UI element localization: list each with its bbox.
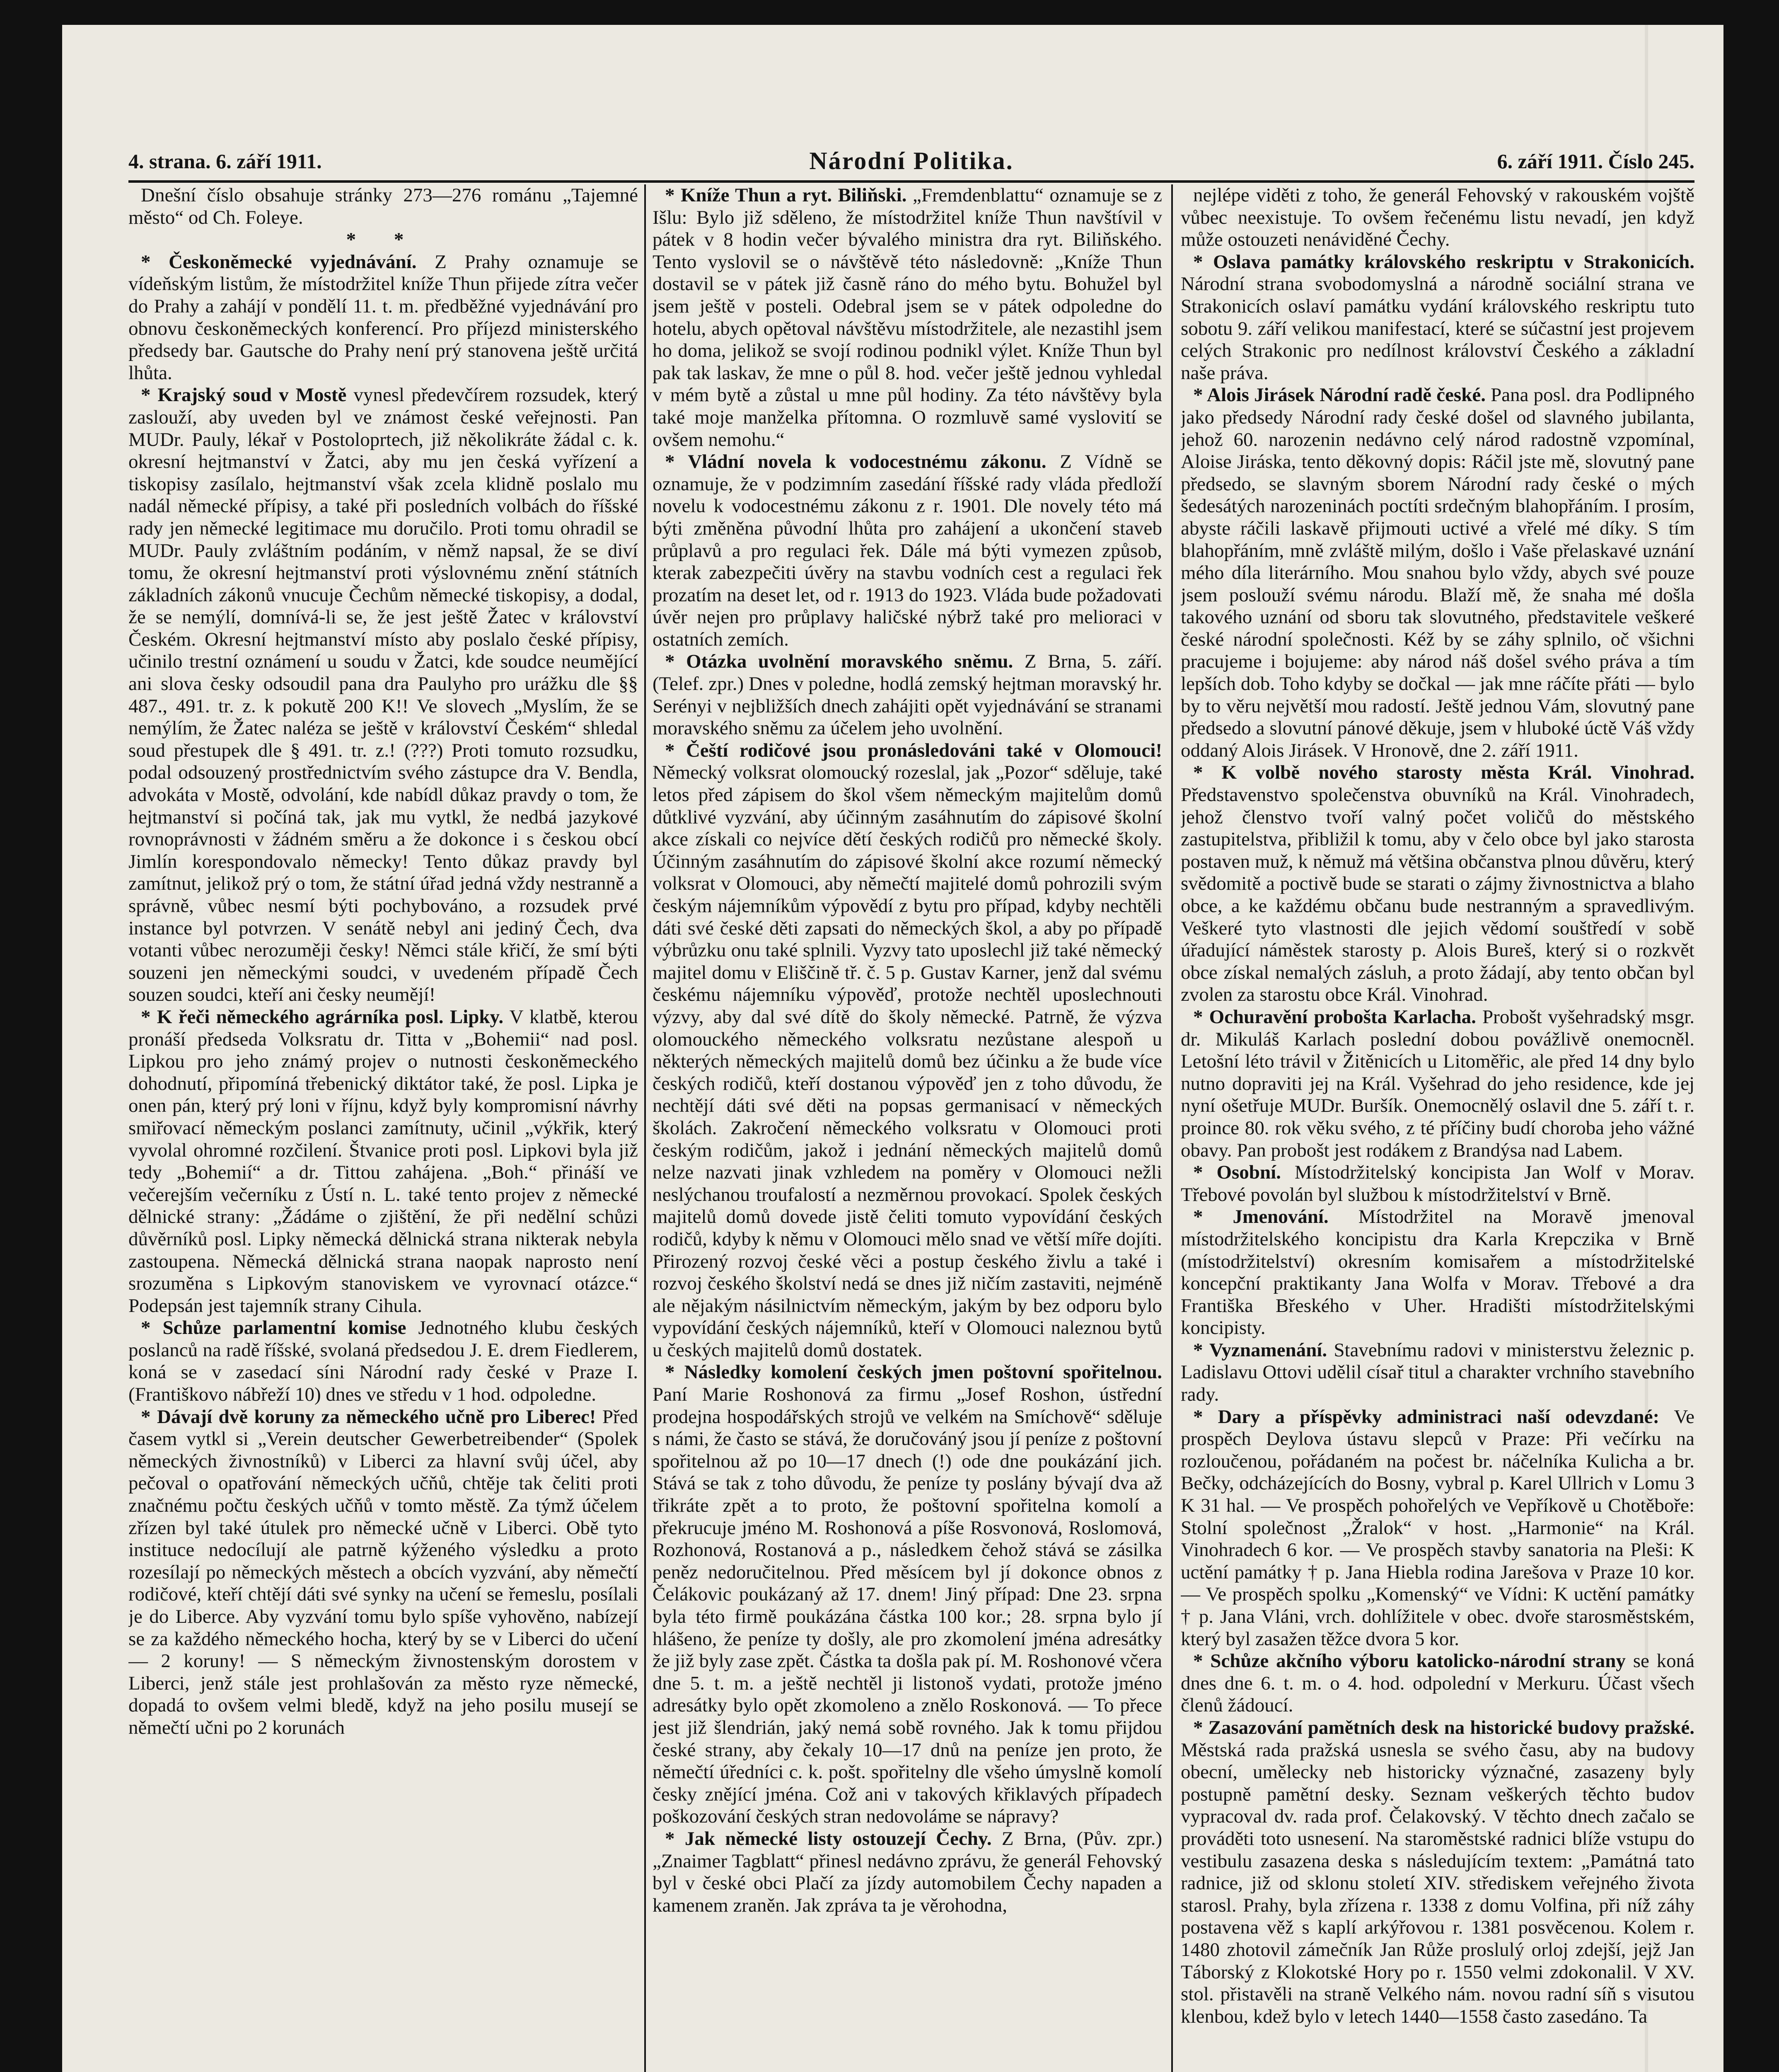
article-heading: * Jmenování. — [1193, 1206, 1329, 1228]
article-text: Probošt vyšehradský msgr. dr. Mikuláš Karlach poslední dobou povážlivě onemocněl. Letošní léto trávil v Žitěnicích u Litoměřic, ale před 14 dny bylo nutno dopraviti jej na Král. Vyšehrad do jeho residence, kde jej nyní ošetřuje MUDr. Buršík. Onemocnělý oslavil dne 5. září t. r. proince 80. rok věku svého, z té příčiny budí choroba jeho vážné obavy. Pan probošt jest rodákem z Brandýsa nad Labem. — [1181, 1006, 1694, 1161]
column-2 — [653, 184, 1162, 2072]
article-paragraph — [1181, 1006, 1694, 1162]
article-text: Místodržitelský koncipista Jan Wolf v Morav. Třebové povolán byl službou k místodržitelství v Brně. — [1181, 1162, 1694, 1205]
article-heading: * Otázka uvolnění moravského sněmu. — [665, 651, 1013, 673]
article-heading: * Osobní. — [1193, 1162, 1281, 1184]
separator-stars: * * — [346, 229, 421, 251]
header-rule — [128, 180, 1694, 183]
article-heading: * Oslava památky královského reskriptu v Strakonicích. — [1193, 251, 1694, 273]
header-date-left: 4. strana. 6. září 1911. — [128, 150, 322, 173]
article-paragraph — [128, 184, 638, 229]
article-heading: * Českoněmecké vyjednávání. — [141, 251, 417, 273]
newspaper-page — [62, 25, 1723, 2072]
article-text: Pana posl. dra Podlipného jako předsedy Národní rady české došel od slavného jubilanta, jehož 60. narozenin nedávno celý národ radostně vzpomínal, Aloise Jiráska, tento děkovný dopis: Ráčil jste mě, slovutný pane předsedo, se slavným sborem Národní rady české o mých šedesátých narozeninách poctíti srdečným blahopřáním. I prosím, abyste ráčili laskavě přijmouti uctivé a vřelé mé díky. S tím blahopřáním, mně zvláště milým, došlo i Vaše přelaskavé uznání mého díla literárního. Mou snahou bylo vždy, abych své pouze jsem poslouží svému národu. Blaží mě, že snaha mé došla takového uznání od sboru tak slovutného, představitele veškeré české národní společnosti. Kéž by se záhy splnilo, oč všichni pracujeme i bojujeme: aby národ náš došel svého práva a tím lepších dob. Toho kdyby se dočkal — jak mne ráčíte přáti — bylo by to věru největší mou radostí. Ještě jednou Vám, slovutný pane předsedo a slovutní pánové děkuje, jsem v hluboké úctě Váš vždy oddaný Alois Jirásek. V Hronově, dne 2. září 1911. — [1181, 384, 1694, 761]
article-heading: * Schůze parlamentní komise — [141, 1317, 406, 1339]
paper-crease — [1645, 25, 1648, 2072]
article-heading: * Dary a příspěvky administraci naší odevzdané: — [1193, 1406, 1660, 1428]
newspaper-title: Národní Politika. — [809, 147, 1014, 174]
article-heading: * Následky komolení českých jmen poštovní spořitelnou. — [665, 1361, 1162, 1383]
article-text: Ve prospěch Deylova ústavu slepců v Praze: Při večírku na rozloučenou, pořádaném na počest br. náčelníka Kulicha a br. Bečky, odcházejících do Bosny, vybral p. Karel Ullrich v Lomu 3 K 31 hal. — Ve prospěch pohořelých ve Vepříkově u Chotěboře: Stolní společnost „Žralok“ v host. „Harmonie“ na Král. Vinohradech 6 kor. — Ve prospěch stavby sanatoria na Pleši: K uctění památky † p. Jana Hiebla rodina Jarešova v Praze 10 kor. — Ve prospěch spolku „Komenský“ ve Vídni: K uctění památky † p. Jana Vláni, vrch. dohlížitele v obec. dvoře starosměstském, který byl zasažen těžce dvora 5 kor. — [1181, 1406, 1694, 1650]
article-text: Z Brna, 5. září. (Telef. zpr.) Dnes v poledne, hodlá zemský hejtman moravský hr. Serényi v nejbližších dnech zahájiti opět vyjednávání se stranami moravského sněmu za účelem jeho uvolnění. — [653, 651, 1162, 739]
article-text: V klatbě, kterou pronáší předseda Volksratu dr. Titta v „Bohemii“ nad posl. Lipkou pro jeho známý projev o nutnosti českoněmeckého dohodnutí, připomíná třebenický diktátor také, že posl. Lipka je onen pán, který prý loni v říjnu, když byly kompromisní návrhy smiřovací německým poslanci zamítnuty, učinil „výkřik, který vyvolal ohromné rozčilení. Štvanice proti posl. Lipkovi byla již tedy „Bohemií“ a dr. Tittou zahájena. „Boh.“ přináší ve večerejším večerníku z Ústí n. L. také tento projev z německé dělnické strany: „Žádáme o zjištění, že při nedělní schůzi důvěrníků posl. Lipky německá dělnická strana nikterak nebyla zastoupena. Německá dělnická strana naopak naprosto není srozuměna s Lipkovým stanoviskem ve vyrovnací otázce.“ Podepsán jest tajemník strany Cihula. — [128, 1006, 638, 1317]
article-paragraph — [653, 740, 1162, 1362]
article-text: Německý volksrat olomoucký rozeslal, jak „Pozor“ sděluje, také letos před zápisem do škol všem německým majitelům domů důtklivé vyzvání, aby účinným zasáhnutím do zápisové školní akce získali co nejvíce dětí českých rodičů pro německé školy. Účinným zasáhnutím do zápisové školní akce rozumí německý volksrat v Olomouci, aby němečtí majitelé domů pohrozili svým českým nájemníkům výpovědí z bytu pro případ, kdyby nechtěli dáti své české děti zapsati do německých škol, a aby po případě výbrůzku onu také splnili. Vyzvy tato uposlechl již také německý majitel domu v Eliščině tř. č. 5 p. Gustav Karner, jenž dal svému českému nájemníku výpověď, protože nechtěl uposlechnouti výzvy, aby dal své dítě do školy německé. Patrně, že výzva olomouckého německého volksratu nezůstane alespoň u některých německých majitelů domů bez účinku a že bude více českých rodičů, kteří dostanou výpověď jen z toho důvodu, že nechtějí dáti své děti na popsas germanisací v německých školách. Zakročení německého volksratu v Olomouci proti českým rodičům, jakož i jednání německých majitelů domů nelze nazvati jinak vzhledem na poměry v Olomouci nežli neslýchanou troufalostí a nezměrnou provokací. Spolek českých majitelů domů dovede jistě čeliti tomuto vypovídání českých rodičů, kdyby k němu v Olomouci mělo snad ve větší míře dojíti. Přirozený rozvoj české věci a postup českého živlu a také i rozvoj českého školství nedá se dnes již ničím zastaviti, nejméně ale nějakým násilnictvím německým, jakým by bez odporu bylo vypovídání českých nájemníků, kteří v Olomouci naleznou bytů u českých majitelů domů dostatek. — [653, 762, 1162, 1361]
article-heading: * Ochuravění probošta Karlacha. — [1193, 1006, 1476, 1028]
article-heading: * Alois Jirásek Národní radě české. — [1193, 384, 1486, 406]
article-heading: * Schůze akčního výboru katolicko-národní strany — [1193, 1650, 1626, 1672]
article-text: Představenstvo společenstva obuvníků na Král. Vinohradech, jehož členstvo tvoří valný počet voličů do městského zastupitelstva, přibližil k tomu, aby v čelo obce byl jako starosta postaven muž, k němuž má většina občanstva plnou důvěru, který svědomitě a poctivě bude se starati o zájmy živnostnictva a blaho obce, a ke každému občanu bude nestranným a spravedlivým. Veškeré tyto vlastnosti dle jejich vědomí souštředí v sobě úřadující náměstek starosty p. Alois Bureš, který si o rozkvět obce získal nemalých zásluh, a proto žádají, aby tento občan byl zvolen za starostu obce Král. Vinohrad. — [1181, 784, 1694, 1006]
article-paragraph — [1181, 762, 1694, 1006]
article-paragraph — [1181, 184, 1694, 251]
article-text: Z Brna, (Pův. zpr.) „Znaimer Tagblatt“ přinesl nedávno zprávu, že generál Fehovský byl v české obci Plačí za jízdy automobilem Čechy napaden a kamenem zraněn. Jak zpráva ta je věrohodna, — [653, 1828, 1162, 1916]
article-heading: * Jak německé listy ostouzejí Čechy. — [665, 1828, 992, 1849]
article-heading: * Zasazování pamětních desk na historické budovy pražské. — [1193, 1716, 1694, 1738]
article-text: nejlépe viděti z toho, že generál Fehovský v rakouském vojště vůbec neexistuje. To ovšem řečenému listu nevadí, jen když může ostouzeti nenáviděné Čechy. — [1181, 184, 1694, 251]
article-heading: * Krajský soud v Mostě — [141, 384, 347, 406]
article-text: Stavebnímu radovi v ministerstvu železnic p. Ladislavu Ottovi udělil císař titul a charakter vrchního stavebního rady. — [1181, 1339, 1694, 1406]
article-text: Před časem vytkl si „Verein deutscher Gewerbetreibender“ (Spolek německých živnostníků) v Liberci za hlavní svůj účel, aby pečoval o opatřování německých učňů, chtěje tak čeliti proti značnému počtu českých učňů v tomto městě. Za týmž účelem zřízen byl také útulek pro německé učně v Liberci. Obě tyto instituce nedocílují ale patrně kýženého výsledku a proto rozesílají po německých městech a obcích vyzvání, aby němečtí rodičové, kteří chtějí dáti své synky na učení se řemeslu, posílali je do Liberce. Aby vyzvání tomu bylo spíše vyhověno, nabízejí se za každého německého hocha, který by se v Liberci do učení — 2 koruny! — S německým živnostenským dorostem v Liberci, jenž stále jest prohlašován za město ryze německé, dopadá to ovšem velmi bledě, když na jeho posilu musejí se němečtí učni po 2 korunách — [128, 1406, 638, 1738]
article-paragraph — [128, 251, 638, 385]
article-paragraph — [653, 1828, 1162, 1917]
article-heading: * Vládní novela k vodocestnému zákonu. — [665, 451, 1047, 473]
article-paragraph — [1181, 1339, 1694, 1406]
article-paragraph — [1181, 1717, 1694, 2028]
article-paragraph — [1181, 1406, 1694, 1651]
article-paragraph — [128, 1006, 638, 1317]
article-text: „Fremdenblattu“ oznamuje se z Išlu: Bylo již sděleno, že místodržitel kníže Thun navštívil v pátek v 8 hodin večer bývalého ministra dra ryt. Biliňského. Tento vyslovil se o návštěvě této následovně: „Kníže Thun dostavil se v pátek již časně ráno do mého bytu. Bohužel byl jsem ještě v posteli. Odebral jsem se v pátek odpoledne do hotelu, abych opětoval návštěvu místodržitele, ale nezastihl jsem ho doma, jelikož se svojí rodinou podnikl výlet. Kníže Thun byl pak tak laskav, že mne o půl 8. hod. večer ještě jednou vyhledal v mém bytě a zůstal u mne půl hodiny. Za této návštěvy byla také moje manželka přítomna. O rozmluvě samé vyslovití se ovšem nemohu.“ — [653, 184, 1162, 450]
column-3 — [1181, 184, 1694, 2072]
article-paragraph — [653, 1361, 1162, 1828]
article-text: Dnešní číslo obsahuje stránky 273—276 románu „Tajemné město“ od Ch. Foleye. — [128, 184, 638, 228]
article-text: Místodržitel na Moravě jmenoval místodržitelského koncipistu dra Karla Krepczika v Brně (místodržitelství) okresním komisařem a místodržitelské koncepční praktikanty Jana Wolfa v Morav. Třebové a dra Františka Břeského v Uher. Hradišti místodržitelskými koncipisty. — [1181, 1206, 1694, 1339]
article-paragraph — [1181, 1162, 1694, 1206]
article-text: Z Vídně se oznamuje, že v podzimním zasedání říšské rady vláda předloží novelu k vodocestnému zákonu z r. 1901. Dle novely této má býti změněna původní lhůta pro zahájení a ukončení staveb průplavů a pro regulaci řek. Dále má býti vymezen způsob, kterak zabezpečiti úvěry na stavbu vodních cest a regulaci řek prozatím na deset let, od r. 1913 do 1923. Vláda bude požadovati úvěr nejen pro průplavy haličské nýbrž také pro melioraci v ostatních zemích. — [653, 451, 1162, 650]
article-heading: * Kníže Thun a ryt. Biliňski. — [665, 184, 907, 206]
article-paragraph — [1181, 1650, 1694, 1717]
article-text: Jednotného klubu českých poslanců na radě říšské, svolaná předsedou J. E. drem Fiedlerem, koná se v zasedací síni Národní rady české v Praze I. (Františkovo nábřeží 10) dnes ve středu v 1 hod. odpoledne. — [128, 1317, 638, 1406]
article-text: vynesl předevčírem rozsudek, který zaslouží, aby uveden byl ve známost české veřejnosti. Pan MUDr. Pauly, lékař v Postoloprtech, již několikráte žádal c. k. okresní hejtmanství v Žatci, aby mu jen česká vyřízení a tiskopisy zasílalo, hejtmanství však zcela klidně poslalo mu nadál německé přípisy, a také při posledních volbách do říšské rady jen německé legitimace mu doručilo. Proti tomu ohradil se MUDr. Pauly zvláštním podáním, v němž napsal, že se diví tomu, že okresní hejtmanství proti výslovnému znění státních základních zákonů vnucuje Čechům německé tiskopisy, a dodal, že se nemýlí, domnívá-li se, že jest ještě Žatec v království Českém. Okresní hejtmanství místo aby poslalo české přípisy, učinilo trestní oznámení u soudu v Žatci, kde soudce neumějící ani slova česky odsoudil pana dra Paulyho pro urážku dle §§ 487., 491. tr. z. k pokutě 200 K!! Ve slovech „Myslím, že se nemýlím, že Žatec naléza se ještě v království Českém“ shledal soud přestupek dle § 491. tr. z.! (???) Proti tomuto rozsudku, podal odsouzený prostřednictvím svého zástupce dra V. Bendla, advokáta v Mostě, odvolání, kde nabídl důkaz pravdy o tom, že hejtmanství si počíná tak, jak mu vytkl, že nedbá jazykové rovnoprávnosti v žádném směru a že dokonce i s českou obcí Jimlín korespondovalo německy! Tento důkaz pravdy byl zamítnut, jelikož prý o tom, že státní úřad jedná vždy nestranně a správně, vůbec nesmí býti pochybováno, a rozsudek prvé instance byl potvrzen. V senátě nebyl ani jediný Čech, dva votanti vůbec nerozuměji česky! Němci stále křičí, že smí býti souzeni jen německými soudci, v uvedeném případě Čech souzen soudci, kteří ani česky neumějí! — [128, 384, 638, 1006]
article-paragraph — [653, 184, 1162, 451]
article-text: Městská rada pražská usnesla se svého času, aby na budovy obecní, umělecky neb historicky význačné, zasazeny byly postupně pamětní desky. Seznam veškerých těchto budov vypracoval dv. rada prof. Čelakovský. V těchto dnech začalo se prováděti toto usnesení. Na staroměstské radnici blíže vstupu do vestibulu zasazena deska s následujícím textem: „Památná tato radnice, již od sklonu století XIV. střediskem veřejného života starosl. Prahy, byla zřízena r. 1338 z domu Volfina, při níž záhy postavena věž s kaplí arkýřovou r. 1381 posvěcenou. Kolem r. 1480 zhotovil zámečník Jan Růže proslulý orloj zdejší, jejž Jan Táborský z Klokotské Hory po r. 1550 velmi zdokonalil. V XV. stol. přistavěli na straně Velkého nám. novou radní síň s visutou klenbou, kdež bylo v letech 1440—1558 často zasedáno. Ta — [1181, 1739, 1694, 2027]
article-paragraph — [128, 1317, 638, 1406]
article-paragraph — [1181, 384, 1694, 762]
article-heading: * Čeští rodičové jsou pronásledováni také v Olomouci! — [665, 739, 1162, 761]
article-paragraph — [1181, 1206, 1694, 1339]
article-text: Národní strana svobodomyslná a národně sociální strana ve Strakonicích oslaví památku vydání královského reskriptu tuto sobotu 9. září velikou manifestací, které se súčastní jest projevem celých Strakonic pro nedílnost království Českého a základní naše práva. — [1181, 273, 1694, 384]
article-heading: * Dávají dvě koruny za německého učně pro Liberec! — [141, 1406, 596, 1428]
column-1 — [128, 184, 638, 2072]
article-paragraph — [653, 451, 1162, 651]
article-text: Z Prahy oznamuje se vídeňským listům, že místodržitel kníže Thun přijede zítra večer do Prahy a zahájí v pondělí 11. t. m. předběžné vyjednávání pro obnovu českoněmeckých konferencí. Pro příjezd ministerského předsedy bar. Gautsche do Prahy není prý stanovena ještě určitá lhůta. — [128, 251, 638, 384]
article-text: se koná dnes dne 6. t. m. o 4. hod. odpolední v Merkuru. Účast všech členů žádoucí. — [1181, 1650, 1694, 1716]
article-heading: * Vyznamenání. — [1193, 1339, 1327, 1361]
article-paragraph — [1181, 251, 1694, 385]
article-paragraph — [128, 1406, 638, 1739]
article-text: Paní Marie Roshonová za firmu „Josef Roshon, ústřední prodejna hospodářských strojů ve velkém na Smíchově“ sděluje s námi, že často se stává, že doručováný jsou jí peníze z poštovní spořitelnou až po 10—17 dnech (!) ode dne poukázání jich. Stává se tak z toho důvodu, že peníze ty poslány bývají dva až třikráte zpět a to proto, že poštovní spořitelna komolí a překrucuje jméno M. Roshonová a píše Rosvonová, Roslomová, Rozhonová, Rostanová a p., následkem čehož stává se zásilka peněz nedoručitelnou. Před měsícem byl jí dokonce obnos z Čelákovic poukázaný až 17. dnem! Jiný případ: Dne 23. srpna byla této firmě poukázána částka 100 kor.; 28. srpna bylo jí hlášeno, že peníze ty došly, ale pro zkomolení jména adresátky že již byly zase zpět. Částka ta došla pak pí. M. Roshonové včera dne 5. t. m. a ještě nechtěl ji listonoš vydati, protože jméno adresátky bylo opět zkomoleno a znělo Roskonová. — To přece jest již šlendrián, jaký nemá sobě rovného. Jak k tomu přijdou české strany, aby čekaly 10—17 dnů na peníze jen proto, že němečtí úředníci c. k. pošt. spořitelny dle všeho úmyslně komolí česky znějící jména. Což ani v takových křiklavých případech poškozování českých stran nedovoláme se nápravy? — [653, 1384, 1162, 1828]
article-heading: * K volbě nového starosty města Král. Vinohrad. — [1193, 762, 1694, 784]
article-paragraph — [128, 384, 638, 1006]
article-paragraph — [653, 651, 1162, 739]
header-date-right: 6. září 1911. Číslo 245. — [1497, 150, 1694, 173]
article-heading: * K řeči německého agrárníka posl. Lipky. — [141, 1006, 504, 1028]
column-divider — [644, 184, 646, 2072]
page-header — [128, 149, 1694, 174]
column-divider — [1171, 184, 1173, 2072]
